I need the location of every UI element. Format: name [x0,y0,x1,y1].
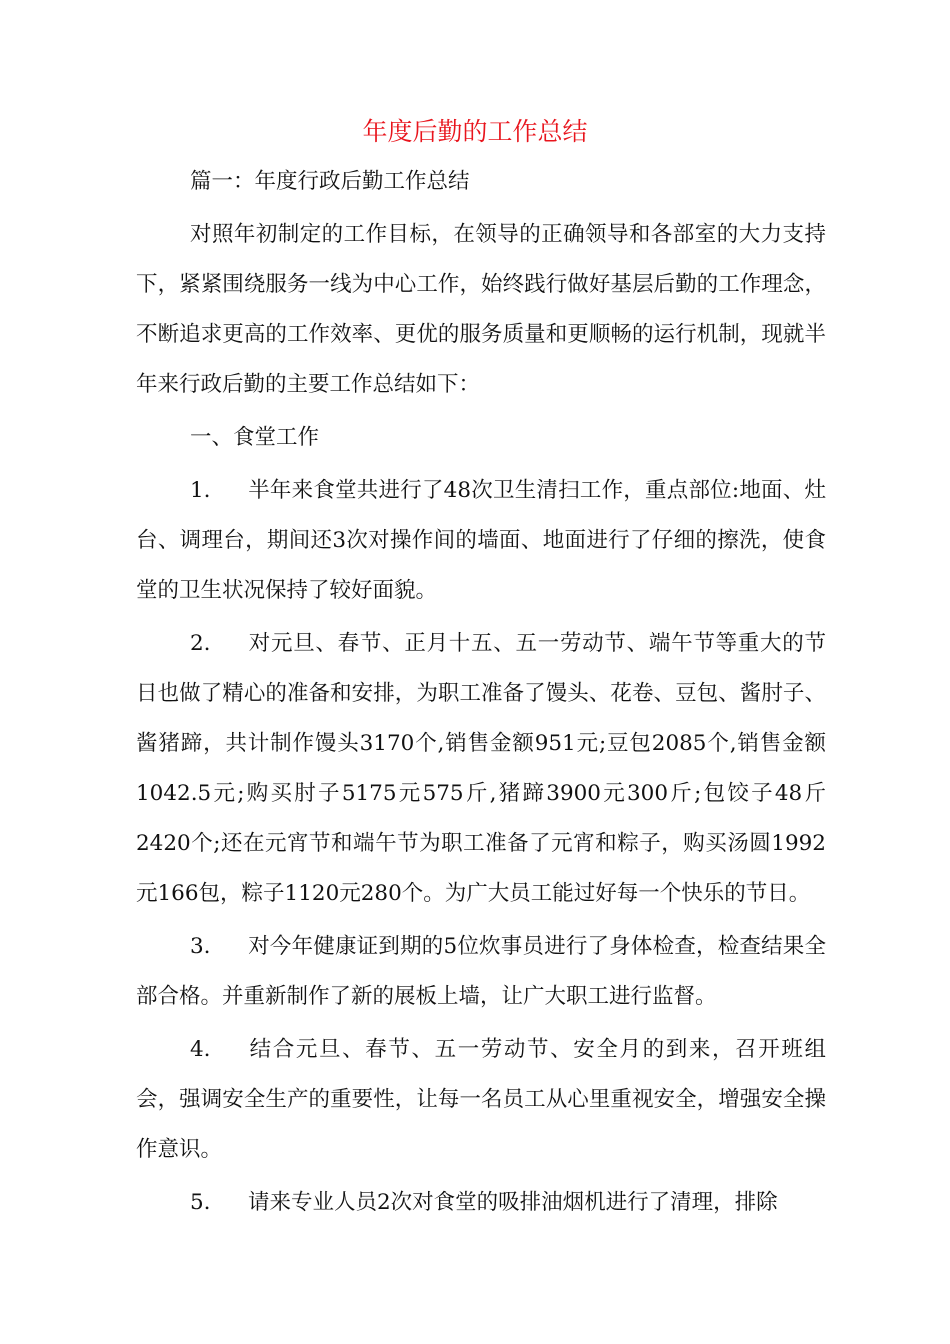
subsection-heading [136,413,826,463]
list-item [136,466,826,616]
paragraph-text: 篇一：年度行政后勤工作总结 [190,169,470,194]
list-item-number: 5. [190,1190,211,1215]
paragraph-text: 一、食堂工作 [190,425,320,450]
intro-paragraph [136,210,826,410]
paragraph-text: 对照年初制定的工作目标，在领导的正确领导和各部室的大力支持下，紧紧围绕服务一线为中心工作，始终践行做好基层后勤的工作理念，不断追求更高的工作效率、更优的服务质量和更顺畅的运行机制，现就半年来行政后勤的主要工作总结如下： [136,222,826,397]
paragraph-text: 请来专业人员2次对食堂的吸排油烟机进行了清理，排除 [248,1190,778,1215]
paragraph-text: 半年来食堂共进行了48次卫生清扫工作，重点部位:地面、灶台、调理台，期间还3次对操作间的墙面、地面进行了仔细的擦洗，使食堂的卫生状况保持了较好面貌。 [136,478,826,603]
paragraph-text: 对元旦、春节、正月十五、五一劳动节、端午节等重大的节日也做了精心的准备和安排，为职工准备了馒头、花卷、豆包、酱肘子、酱猪蹄，共计制作馒头3170个,销售金额951元;豆包2085个,销售金额1042.5元;购买肘子5175元575斤,猪蹄3900元300斤;包饺子48斤2420个;还在元宵节和端午节为职工准备了元宵和粽子，购买汤圆1992元166包，粽子1120元280个。为广大员工能过好每一个快乐的节日。 [136,631,826,906]
list-item [136,1025,826,1175]
list-item [136,619,826,919]
paragraph-text: 对今年健康证到期的5位炊事员进行了身体检查，检查结果全部合格。并重新制作了新的展板上墙，让广大职工进行监督。 [136,934,826,1009]
document-body [136,157,826,1228]
list-item [136,922,826,1022]
list-item-number: 2. [190,631,211,656]
list-item-number: 3. [190,934,211,959]
list-item-number: 1. [190,478,211,503]
document-title: 年度后勤的工作总结 [362,117,588,146]
section-heading [136,157,826,207]
list-item-number: 4. [190,1037,211,1062]
paragraph-text: 结合元旦、春节、五一劳动节、安全月的到来，召开班组会，强调安全生产的重要性，让每一名员工从心里重视安全，增强安全操作意识。 [136,1037,826,1162]
list-item [136,1178,826,1228]
